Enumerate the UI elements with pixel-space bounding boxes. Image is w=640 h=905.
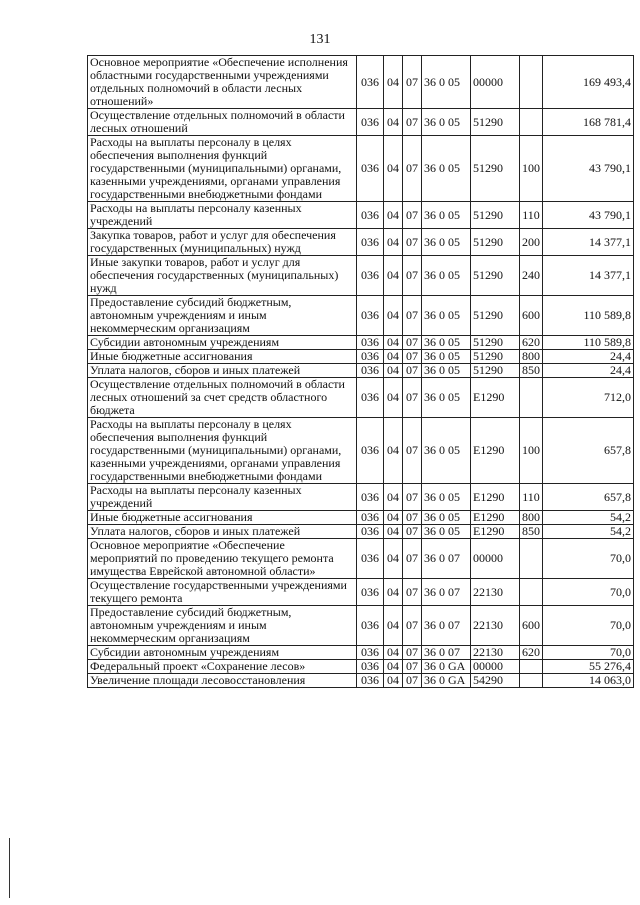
grbs-code: 036 (357, 378, 384, 418)
table-row (88, 56, 634, 109)
expense-type-code: 240 (520, 256, 543, 296)
grbs-code: 036 (357, 364, 384, 378)
item-name: Увеличение площади лесовосстановления (88, 674, 357, 688)
target-program-code: 36 0 05 (422, 109, 471, 136)
expense-type-code: 110 (520, 202, 543, 229)
item-name: Иные бюджетные ассигнования (88, 511, 357, 525)
section-code: 04 (384, 256, 403, 296)
target-item-code: 22130 (471, 606, 520, 646)
grbs-code: 036 (357, 674, 384, 688)
amount: 70,0 (543, 646, 634, 660)
target-item-code: 51290 (471, 256, 520, 296)
subsection-code: 07 (403, 350, 422, 364)
grbs-code: 036 (357, 579, 384, 606)
target-program-code: 36 0 07 (422, 646, 471, 660)
grbs-code: 036 (357, 296, 384, 336)
grbs-code: 036 (357, 606, 384, 646)
target-program-code: 36 0 GA (422, 660, 471, 674)
target-item-code: E1290 (471, 511, 520, 525)
amount: 43 790,1 (543, 202, 634, 229)
subsection-code: 07 (403, 511, 422, 525)
target-item-code: 51290 (471, 136, 520, 202)
section-code: 04 (384, 336, 403, 350)
target-program-code: 36 0 05 (422, 364, 471, 378)
amount: 657,8 (543, 418, 634, 484)
subsection-code: 07 (403, 674, 422, 688)
amount: 712,0 (543, 378, 634, 418)
table-row (88, 660, 634, 674)
grbs-code: 036 (357, 109, 384, 136)
target-item-code: 00000 (471, 660, 520, 674)
expense-type-code: 800 (520, 350, 543, 364)
target-item-code: 51290 (471, 364, 520, 378)
table-row (88, 525, 634, 539)
subsection-code: 07 (403, 136, 422, 202)
item-name: Осуществление отдельных полномочий в области лесных отношений (88, 109, 357, 136)
subsection-code: 07 (403, 202, 422, 229)
amount: 54,2 (543, 525, 634, 539)
section-code: 04 (384, 646, 403, 660)
amount: 70,0 (543, 606, 634, 646)
expense-type-code: 100 (520, 418, 543, 484)
expense-type-code (520, 539, 543, 579)
subsection-code: 07 (403, 109, 422, 136)
target-item-code: 51290 (471, 336, 520, 350)
grbs-code: 036 (357, 660, 384, 674)
table-row (88, 202, 634, 229)
table-row (88, 646, 634, 660)
target-item-code: 54290 (471, 674, 520, 688)
amount: 14 377,1 (543, 229, 634, 256)
subsection-code: 07 (403, 539, 422, 579)
item-name: Уплата налогов, сборов и иных платежей (88, 364, 357, 378)
target-item-code: E1290 (471, 418, 520, 484)
expense-type-code (520, 378, 543, 418)
target-item-code: 22130 (471, 646, 520, 660)
table-row (88, 606, 634, 646)
item-name: Расходы на выплаты персоналу казенных учреждений (88, 202, 357, 229)
amount: 43 790,1 (543, 136, 634, 202)
table-row (88, 136, 634, 202)
section-code: 04 (384, 229, 403, 256)
grbs-code: 036 (357, 484, 384, 511)
amount: 70,0 (543, 539, 634, 579)
item-name: Иные бюджетные ассигнования (88, 350, 357, 364)
target-program-code: 36 0 05 (422, 296, 471, 336)
target-program-code: 36 0 05 (422, 256, 471, 296)
expense-type-code: 600 (520, 606, 543, 646)
grbs-code: 036 (357, 202, 384, 229)
amount: 169 493,4 (543, 56, 634, 109)
table-row (88, 539, 634, 579)
item-name: Основное мероприятие «Обеспечение мероприятий по проведению текущего ремонта имущества Еврейской автономной области» (88, 539, 357, 579)
section-code: 04 (384, 364, 403, 378)
table-row (88, 350, 634, 364)
subsection-code: 07 (403, 256, 422, 296)
item-name: Расходы на выплаты персоналу в целях обеспечения выполнения функций государственными (муниципальными) органами, казенными учреждениями, органами управления государственными внебюджетными фондами (88, 136, 357, 202)
target-program-code: 36 0 05 (422, 525, 471, 539)
amount: 168 781,4 (543, 109, 634, 136)
margin-line (9, 838, 10, 898)
item-name: Предоставление субсидий бюджетным, автономным учреждениям и иным некоммерческим организациям (88, 606, 357, 646)
expense-type-code: 620 (520, 646, 543, 660)
table-row (88, 378, 634, 418)
subsection-code: 07 (403, 606, 422, 646)
subsection-code: 07 (403, 660, 422, 674)
expense-type-code: 800 (520, 511, 543, 525)
target-program-code: 36 0 07 (422, 606, 471, 646)
budget-table (87, 55, 634, 688)
expense-type-code (520, 674, 543, 688)
subsection-code: 07 (403, 378, 422, 418)
section-code: 04 (384, 56, 403, 109)
grbs-code: 036 (357, 136, 384, 202)
grbs-code: 036 (357, 256, 384, 296)
table-row (88, 674, 634, 688)
target-program-code: 36 0 05 (422, 350, 471, 364)
expense-type-code: 110 (520, 484, 543, 511)
expense-type-code (520, 579, 543, 606)
item-name: Уплата налогов, сборов и иных платежей (88, 525, 357, 539)
section-code: 04 (384, 579, 403, 606)
section-code: 04 (384, 674, 403, 688)
item-name: Расходы на выплаты персоналу в целях обеспечения выполнения функций государственными (муниципальными) органами, казенными учреждениями, органами управления государственными внебюджетными фондами (88, 418, 357, 484)
target-item-code: 00000 (471, 56, 520, 109)
section-code: 04 (384, 539, 403, 579)
amount: 24,4 (543, 350, 634, 364)
table-row (88, 256, 634, 296)
target-program-code: 36 0 07 (422, 579, 471, 606)
amount: 14 377,1 (543, 256, 634, 296)
target-item-code: 51290 (471, 229, 520, 256)
section-code: 04 (384, 418, 403, 484)
amount: 657,8 (543, 484, 634, 511)
table-row (88, 336, 634, 350)
target-program-code: 36 0 05 (422, 56, 471, 109)
target-program-code: 36 0 GA (422, 674, 471, 688)
grbs-code: 036 (357, 56, 384, 109)
table-row (88, 229, 634, 256)
target-item-code: 51290 (471, 296, 520, 336)
section-code: 04 (384, 109, 403, 136)
target-item-code: 00000 (471, 539, 520, 579)
table-row (88, 579, 634, 606)
table-row (88, 511, 634, 525)
expense-type-code: 600 (520, 296, 543, 336)
section-code: 04 (384, 660, 403, 674)
section-code: 04 (384, 511, 403, 525)
section-code: 04 (384, 525, 403, 539)
amount: 110 589,8 (543, 296, 634, 336)
table-row (88, 418, 634, 484)
target-program-code: 36 0 05 (422, 136, 471, 202)
item-name: Основное мероприятие «Обеспечение исполнения областными государственными учреждениями отдельных полномочий в области лесных отношений» (88, 56, 357, 109)
target-item-code: 51290 (471, 202, 520, 229)
section-code: 04 (384, 378, 403, 418)
subsection-code: 07 (403, 296, 422, 336)
amount: 14 063,0 (543, 674, 634, 688)
subsection-code: 07 (403, 336, 422, 350)
subsection-code: 07 (403, 579, 422, 606)
target-program-code: 36 0 05 (422, 202, 471, 229)
section-code: 04 (384, 296, 403, 336)
target-item-code: 51290 (471, 109, 520, 136)
item-name: Осуществление государственными учреждениями текущего ремонта (88, 579, 357, 606)
target-item-code: 51290 (471, 350, 520, 364)
expense-type-code (520, 56, 543, 109)
subsection-code: 07 (403, 56, 422, 109)
target-item-code: E1290 (471, 525, 520, 539)
target-item-code: E1290 (471, 378, 520, 418)
item-name: Расходы на выплаты персоналу казенных учреждений (88, 484, 357, 511)
grbs-code: 036 (357, 418, 384, 484)
item-name: Федеральный проект «Сохранение лесов» (88, 660, 357, 674)
grbs-code: 036 (357, 336, 384, 350)
target-program-code: 36 0 05 (422, 336, 471, 350)
target-program-code: 36 0 07 (422, 539, 471, 579)
grbs-code: 036 (357, 350, 384, 364)
section-code: 04 (384, 350, 403, 364)
section-code: 04 (384, 484, 403, 511)
item-name: Закупка товаров, работ и услуг для обеспечения государственных (муниципальных) нужд (88, 229, 357, 256)
target-item-code: E1290 (471, 484, 520, 511)
amount: 55 276,4 (543, 660, 634, 674)
table-row (88, 296, 634, 336)
subsection-code: 07 (403, 364, 422, 378)
section-code: 04 (384, 606, 403, 646)
expense-type-code: 850 (520, 525, 543, 539)
grbs-code: 036 (357, 511, 384, 525)
table-row (88, 364, 634, 378)
subsection-code: 07 (403, 525, 422, 539)
section-code: 04 (384, 136, 403, 202)
item-name: Иные закупки товаров, работ и услуг для обеспечения государственных (муниципальных) нужд (88, 256, 357, 296)
item-name: Субсидии автономным учреждениям (88, 336, 357, 350)
item-name: Субсидии автономным учреждениям (88, 646, 357, 660)
expense-type-code: 620 (520, 336, 543, 350)
amount: 110 589,8 (543, 336, 634, 350)
target-program-code: 36 0 05 (422, 484, 471, 511)
section-code: 04 (384, 202, 403, 229)
expense-type-code: 100 (520, 136, 543, 202)
target-item-code: 22130 (471, 579, 520, 606)
target-program-code: 36 0 05 (422, 511, 471, 525)
table-row (88, 109, 634, 136)
target-program-code: 36 0 05 (422, 418, 471, 484)
target-program-code: 36 0 05 (422, 378, 471, 418)
expense-type-code: 200 (520, 229, 543, 256)
target-program-code: 36 0 05 (422, 229, 471, 256)
subsection-code: 07 (403, 229, 422, 256)
expense-type-code (520, 660, 543, 674)
subsection-code: 07 (403, 646, 422, 660)
grbs-code: 036 (357, 539, 384, 579)
item-name: Предоставление субсидий бюджетным, автономным учреждениям и иным некоммерческим организациям (88, 296, 357, 336)
grbs-code: 036 (357, 229, 384, 256)
subsection-code: 07 (403, 484, 422, 511)
grbs-code: 036 (357, 525, 384, 539)
amount: 54,2 (543, 511, 634, 525)
grbs-code: 036 (357, 646, 384, 660)
item-name: Осуществление отдельных полномочий в области лесных отношений за счет средств областного бюджета (88, 378, 357, 418)
amount: 24,4 (543, 364, 634, 378)
expense-type-code: 850 (520, 364, 543, 378)
subsection-code: 07 (403, 418, 422, 484)
amount: 70,0 (543, 579, 634, 606)
expense-type-code (520, 109, 543, 136)
table-row (88, 484, 634, 511)
page-number: 131 (309, 32, 331, 47)
